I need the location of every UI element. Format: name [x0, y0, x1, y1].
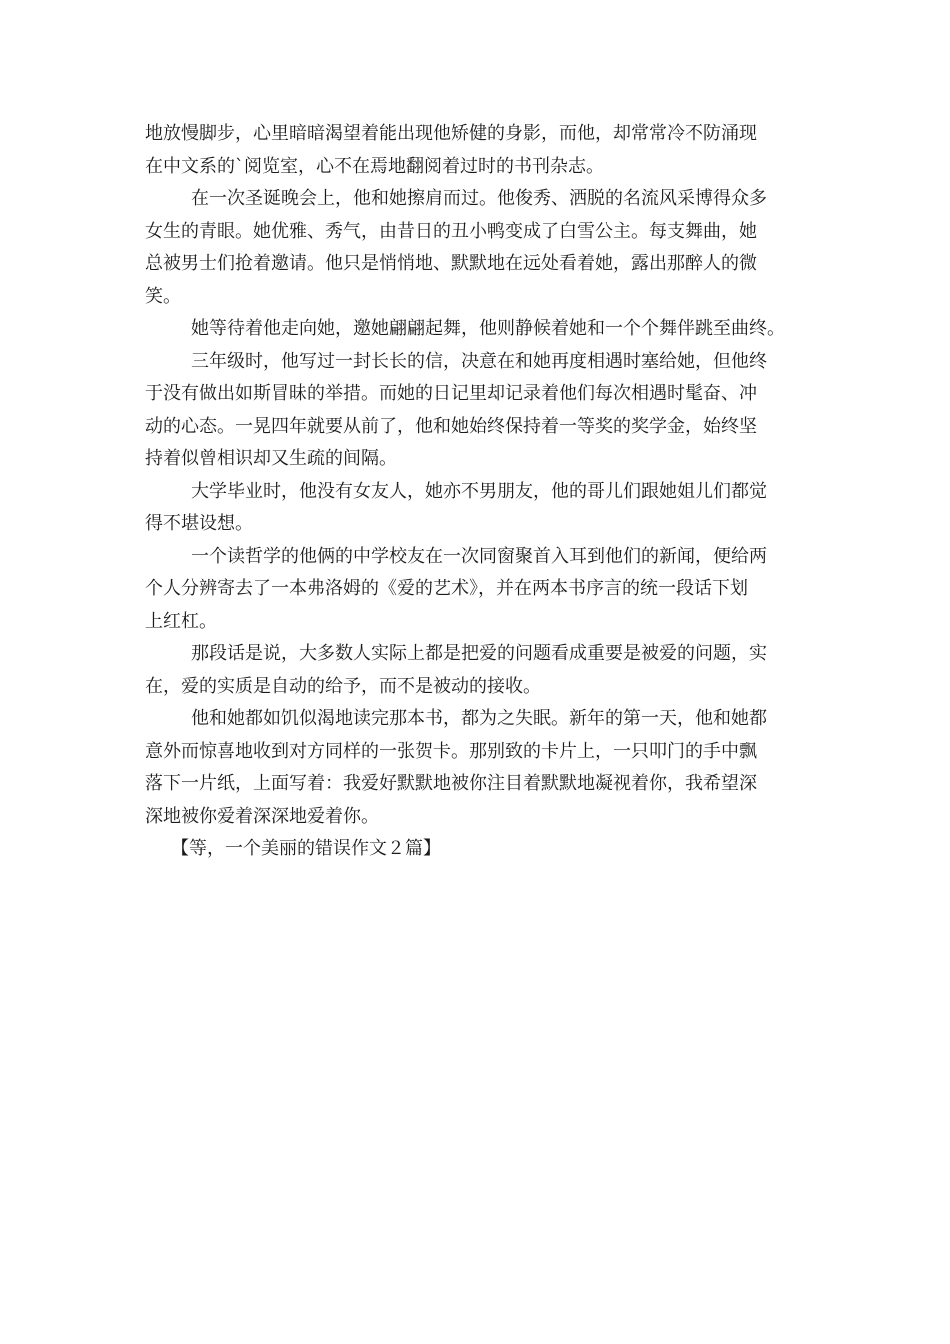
text-line-17: 那段话是说，大多数人实际上都是把爱的问题看成重要是被爱的问题，实: [191, 643, 767, 664]
text-line-18: 在，爱的实质是自动的给予，而不是被动的接收。: [145, 675, 541, 697]
text-line-14: 一个读哲学的他俩的中学校友在一次同窗聚首入耳到他们的新闻，便给两: [191, 545, 767, 567]
text-line-4: 女生的青眼。她优雅、秀气，由昔日的丑小鸭变成了白雪公主。每支舞曲，她: [145, 220, 757, 242]
text-line-19: 他和她都如饥似渴地读完那本书，都为之失眠。新年的第一天，他和她都: [191, 708, 767, 729]
text-line-16: 上红杠。: [145, 610, 217, 632]
text-line-20: 意外而惊喜地收到对方同样的一张贺卡。那别致的卡片上，一只叩门的手中飘: [145, 740, 757, 762]
article-body: [145, 118, 825, 866]
footer-heading: 【等，一个美丽的错误作文２篇】: [171, 838, 441, 859]
text-line-10: 动的心态。一晃四年就要从前了，他和她始终保持着一等奖的奖学金，始终坚: [145, 415, 757, 437]
text-line-8: 三年级时，他写过一封长长的信，决意在和她再度相遇时塞给她，但他终: [191, 350, 767, 372]
text-line-15: 个人分辨寄去了一本弗洛姆的《爱的艺术》，并在两本书序言的统一段话下划: [145, 578, 748, 599]
text-line-7: 她等待着他走向她，邀她翩翩起舞，他则静候着她和一个个舞伴跳至曲终。: [191, 318, 785, 339]
text-line-12: 大学毕业时，他没有女友人，她亦不男朋友，他的哥儿们跟她姐儿们都觉: [191, 480, 767, 502]
text-line-21: 落下一片纸，上面写着：我爱好默默地被你注目着默默地凝视着你，我希望深: [145, 773, 757, 794]
text-line-11: 持着似曾相识却又生疏的间隔。: [145, 448, 397, 469]
text-line-5: 总被男士们抢着邀请。他只是悄悄地、默默地在远处看着她，露出那醉人的微: [145, 253, 757, 274]
text-line-1: 地放慢脚步，心里暗暗渴望着能出现他矫健的身影，而他，却常常冷不防涌现: [145, 123, 757, 144]
text-line-2: 在中文系的`阅览室，心不在焉地翻阅着过时的书刊杂志。: [145, 155, 604, 177]
text-line-22: 深地被你爱着深深地爱着你。: [145, 805, 379, 827]
text-line-9: 于没有做出如斯冒昧的举措。而她的日记里却记录着他们每次相遇时髦奋、冲: [145, 383, 757, 404]
text-line-3: 在一次圣诞晚会上，他和她擦肩而过。他俊秀、洒脱的名流风采博得众多: [191, 188, 767, 209]
text-line-6: 笑。: [145, 285, 181, 307]
text-line-13: 得不堪设想。: [145, 513, 253, 534]
